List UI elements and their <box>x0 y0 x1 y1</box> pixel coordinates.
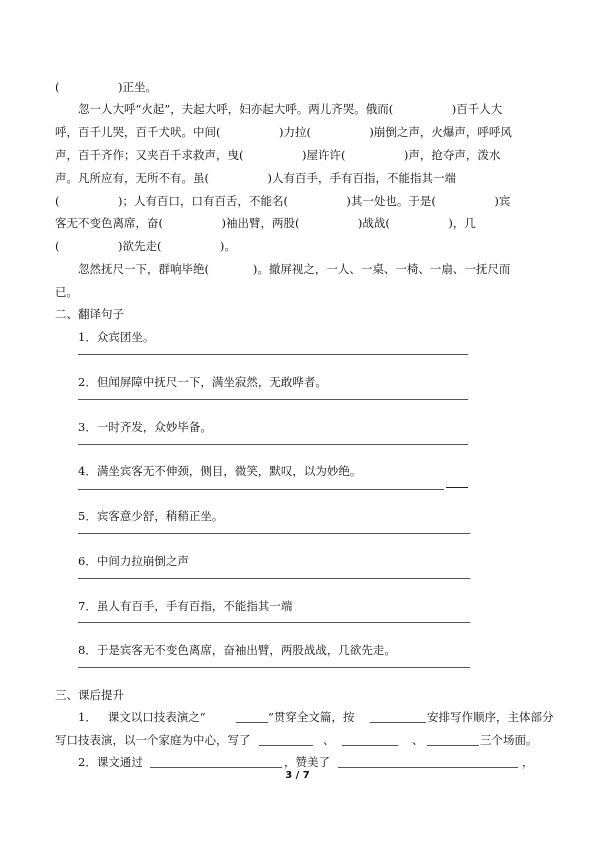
passage-line-8: ( )欲先走( )。 <box>55 239 236 253</box>
q1-text-b: ”贯穿全文篇，按 <box>268 710 355 724</box>
answer-line-8[interactable] <box>78 667 470 668</box>
answer-line-2[interactable] <box>78 399 468 400</box>
q2-text-b: ，赞美了 <box>284 755 330 769</box>
translate-item-6: 6．中间力拉崩倒之声 <box>78 554 189 568</box>
answer-line-1[interactable] <box>78 354 468 355</box>
translate-item-1: 1．众宾团坐。 <box>78 330 155 344</box>
answer-line-7[interactable] <box>78 622 470 623</box>
translate-item-3: 3．一时齐发，众妙毕备。 <box>78 420 212 434</box>
q1-text-e: 、 <box>323 733 335 747</box>
q1-blank-5[interactable] <box>427 745 479 746</box>
q1-blank-4[interactable] <box>342 745 398 746</box>
passage-line-6: ( )；人有百口，口有百舌，不能名( )其一处也。于是( )宾 <box>55 194 511 208</box>
passage-line-2: 忽一人大呼“火起”，夫起大呼，妇亦起大呼。两儿齐哭。俄而( )百千人大 <box>78 102 503 116</box>
answer-line-4-extension[interactable] <box>446 487 468 488</box>
q1-text-c: 安排写作顺序，主体部分 <box>427 710 554 724</box>
answer-line-4[interactable] <box>78 489 444 490</box>
q1-text-g: 三个场面。 <box>480 733 538 747</box>
passage-line-10: 已。 <box>55 285 78 299</box>
passage-line-3: 呼，百千儿哭，百千犬吠。中间( )力拉( )崩倒之声，火爆声，呼呼风 <box>55 125 512 139</box>
q1-blank-1[interactable] <box>236 722 268 723</box>
section-heading-extension: 三、课后提升 <box>55 688 124 702</box>
q2-blank-1[interactable] <box>150 767 282 768</box>
q1-text-d: 写口技表演，以一个家庭为中心，写了 <box>55 733 251 747</box>
passage-line-7: 客无不变色离席，奋( )袖出臂，两股( )战战( )，几 <box>55 216 476 230</box>
translate-item-8: 8．于是宾客无不变色离席，奋袖出臂，两股战战，几欲先走。 <box>78 643 396 657</box>
q1-blank-3[interactable] <box>259 745 313 746</box>
page-number: 3 / 7 <box>285 770 310 781</box>
passage-line-1: ( )正坐。 <box>55 80 157 94</box>
passage-line-9: 忽然抚尺一下，群响毕绝( )。撤屏视之，一人、一桌、一椅、一扇、一抚尺而 <box>78 262 511 276</box>
q1-blank-2[interactable] <box>370 722 426 723</box>
answer-line-5[interactable] <box>78 533 470 534</box>
passage-line-5: 声。凡所应有，无所不有。虽( )人有百手，手有百指，不能指其一端 <box>55 171 456 185</box>
answer-line-6[interactable] <box>78 578 470 579</box>
translate-item-2: 2．但闻屏障中抚尺一下，满坐寂然，无敢哗者。 <box>78 375 327 389</box>
answer-line-3[interactable] <box>78 444 468 445</box>
translate-item-7: 7．虽人有百手，手有百指，不能指其一端 <box>78 599 293 613</box>
translate-item-5: 5．宾客意少舒，稍稍正坐。 <box>78 509 224 523</box>
passage-line-4: 声，百千齐作；又夹百千求救声，曳( )屋许许( )声，抢夺声，泼水 <box>55 148 501 162</box>
q2-text-a: 2．课文通过 <box>78 755 143 769</box>
q2-blank-2[interactable] <box>338 767 518 768</box>
q1-text-a: 1． 课文以口技表演之“ <box>78 710 206 724</box>
q1-text-f: 、 <box>412 733 424 747</box>
q2-text-c: ， <box>522 755 534 769</box>
section-heading-translate: 二、翻译句子 <box>55 307 124 321</box>
translate-item-4: 4．满坐宾客无不伸颈，侧目，微笑，默叹，以为妙绝。 <box>78 464 362 478</box>
